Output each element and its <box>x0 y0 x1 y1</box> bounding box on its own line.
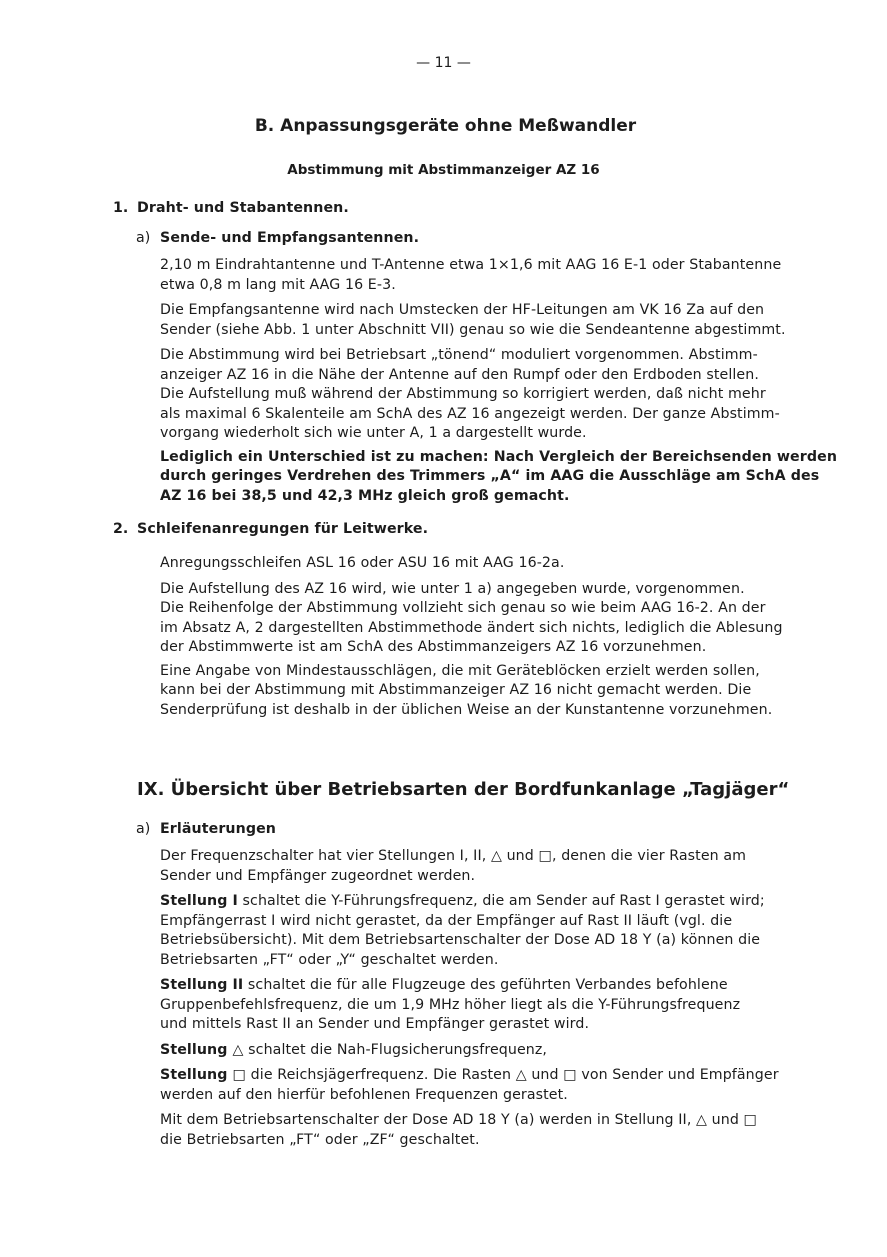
stellung-label: Stellung △ <box>160 1041 244 1058</box>
text-line: Sender und Empfänger zugeordnet werden. <box>160 867 476 884</box>
text-line: und mittels Rast II an Sender und Empfänger gerastet wird. <box>160 1016 590 1032</box>
paragraph <box>160 256 837 506</box>
text-line: Gruppenbefehlsfrequenz, die um 1,9 MHz höher liegt als die Y-Führungsfrequenz <box>160 996 741 1013</box>
page-number: — 11 — <box>416 55 471 71</box>
text-line: als maximal 6 Skalenteile am SchA des AZ 16 angezeigt werden. Der ganze Abstimm- <box>160 405 780 422</box>
text-line: Anregungsschleifen ASL 16 oder ASU 16 mit AAG 16-2a. <box>160 555 565 571</box>
sub-item-letter: a) <box>136 230 151 246</box>
stellung-label: Stellung II <box>160 977 244 993</box>
text-line: Die Abstimmung wird bei Betriebsart „tönend“ moduliert vorgenommen. Abstimm- <box>160 347 758 363</box>
text-line: im Absatz A, 2 dargestellten Abstimmethode ändert sich nichts, lediglich die Ablesung <box>160 619 783 636</box>
section-b-title: B. Anpassungsgeräte ohne Meßwandler <box>254 116 637 136</box>
section-ix-title: IX. Übersicht über Betriebsarten der Bordfunkanlage „Tagjäger“ <box>137 779 790 800</box>
text-span: schaltet die für alle Flugzeuge des geführten Verbandes befohlene <box>243 977 728 993</box>
text-line: Die Reihenfolge der Abstimmung vollzieht sich genau so wie beim AAG 16-2. An der <box>160 600 766 616</box>
text-line: Die Aufstellung des AZ 16 wird, wie unter 1 a) angegeben wurde, vorgenommen. <box>160 580 745 597</box>
text-line: Die Empfangsantenne wird nach Umstecken der HF-Leitungen am VK 16 Za auf den <box>160 302 765 318</box>
sub-item-title: Sende- und Empfangsantennen. <box>160 230 420 246</box>
text-line <box>160 892 779 912</box>
sub-item-title: Erläuterungen <box>160 821 277 837</box>
section-subtitle: Abstimmung mit Abstimmanzeiger AZ 16 <box>287 162 600 178</box>
text-line <box>160 1066 779 1086</box>
text-line <box>160 1041 779 1061</box>
text-line: die Betriebsarten „FT“ oder „ZF“ geschaltet. <box>160 1131 480 1148</box>
text-line: Empfängerrast I wird nicht gerastet, da der Empfänger auf Rast II läuft (vgl. die <box>160 912 733 929</box>
item-number: 1. <box>113 200 129 216</box>
text-line: Mit dem Betriebsartenschalter der Dose AD 18 Y (a) werden in Stellung II, △ und □ <box>160 1112 758 1128</box>
item-title: Draht- und Stabantennen. <box>137 200 349 216</box>
text-line-bold: AZ 16 bei 38,5 und 42,3 MHz gleich groß gemacht. <box>160 487 570 504</box>
item-title: Schleifenanregungen für Leitwerke. <box>137 521 429 537</box>
text-span: die Reichsjägerfrequenz. Die Rasten △ und □ von Sender und Empfänger <box>246 1067 779 1083</box>
text-line: kann bei der Abstimmung mit Abstimmanzeiger AZ 16 nicht gemacht werden. Die <box>160 682 752 698</box>
text-line: Senderprüfung ist deshalb in der üblichen Weise an der Kunstantenne vorzunehmen. <box>160 701 773 718</box>
sub-item-letter: a) <box>136 821 151 837</box>
text-line: Betriebsarten „FT“ oder „Y“ geschaltet werden. <box>160 951 499 968</box>
text-line: Sender (siehe Abb. 1 unter Abschnitt VII) genau so wie die Sendeantenne abgestimmt. <box>160 321 786 338</box>
text-line: Eine Angabe von Mindestausschlägen, die mit Geräteblöcken erzielt werden sollen, <box>160 662 760 679</box>
text-line: 2,10 m Eindrahtantenne und T-Antenne etwa 1×1,6 mit AAG 16 E-1 oder Stabantenne <box>160 257 782 273</box>
stellung-label: Stellung □ <box>160 1067 247 1083</box>
text-line: Die Aufstellung muß während der Abstimmung so korrigiert werden, daß nicht mehr <box>160 386 766 402</box>
text-line: werden auf den hierfür befohlenen Frequenzen gerastet. <box>160 1086 568 1103</box>
stellung-label: Stellung I <box>160 893 238 909</box>
paragraph <box>160 847 779 1150</box>
text-line-bold: Lediglich ein Unterschied ist zu machen: Nach Vergleich der Bereichsenden werden <box>160 448 838 465</box>
text-line: Betriebsübersicht). Mit dem Betriebsartenschalter der Dose AD 18 Y (a) können die <box>160 932 761 948</box>
text-line-bold: durch geringes Verdrehen des Trimmers „A“ im AAG die Ausschläge am SchA des <box>160 468 820 484</box>
text-line: Der Frequenzschalter hat vier Stellungen I, II, △ und □, denen die vier Rasten am <box>160 848 747 864</box>
text-span: schaltet die Y-Führungsfrequenz, die am Sender auf Rast I gerastet wird; <box>237 893 765 909</box>
text-line: etwa 0,8 m lang mit AAG 16 E-3. <box>160 276 396 293</box>
text-line <box>160 976 779 996</box>
text-line: der Abstimmwerte ist am SchA des Abstimmanzeigers AZ 16 vorzunehmen. <box>160 639 707 655</box>
text-line: vorgang wiederholt sich wie unter A, 1 a dargestellt wurde. <box>160 425 587 441</box>
item-number: 2. <box>113 521 129 537</box>
text-span: schaltet die Nah-Flugsicherungsfrequenz, <box>243 1041 548 1058</box>
text-line: anzeiger AZ 16 in die Nähe der Antenne auf den Rumpf oder den Erdboden stellen. <box>160 366 759 383</box>
paragraph <box>160 554 783 720</box>
